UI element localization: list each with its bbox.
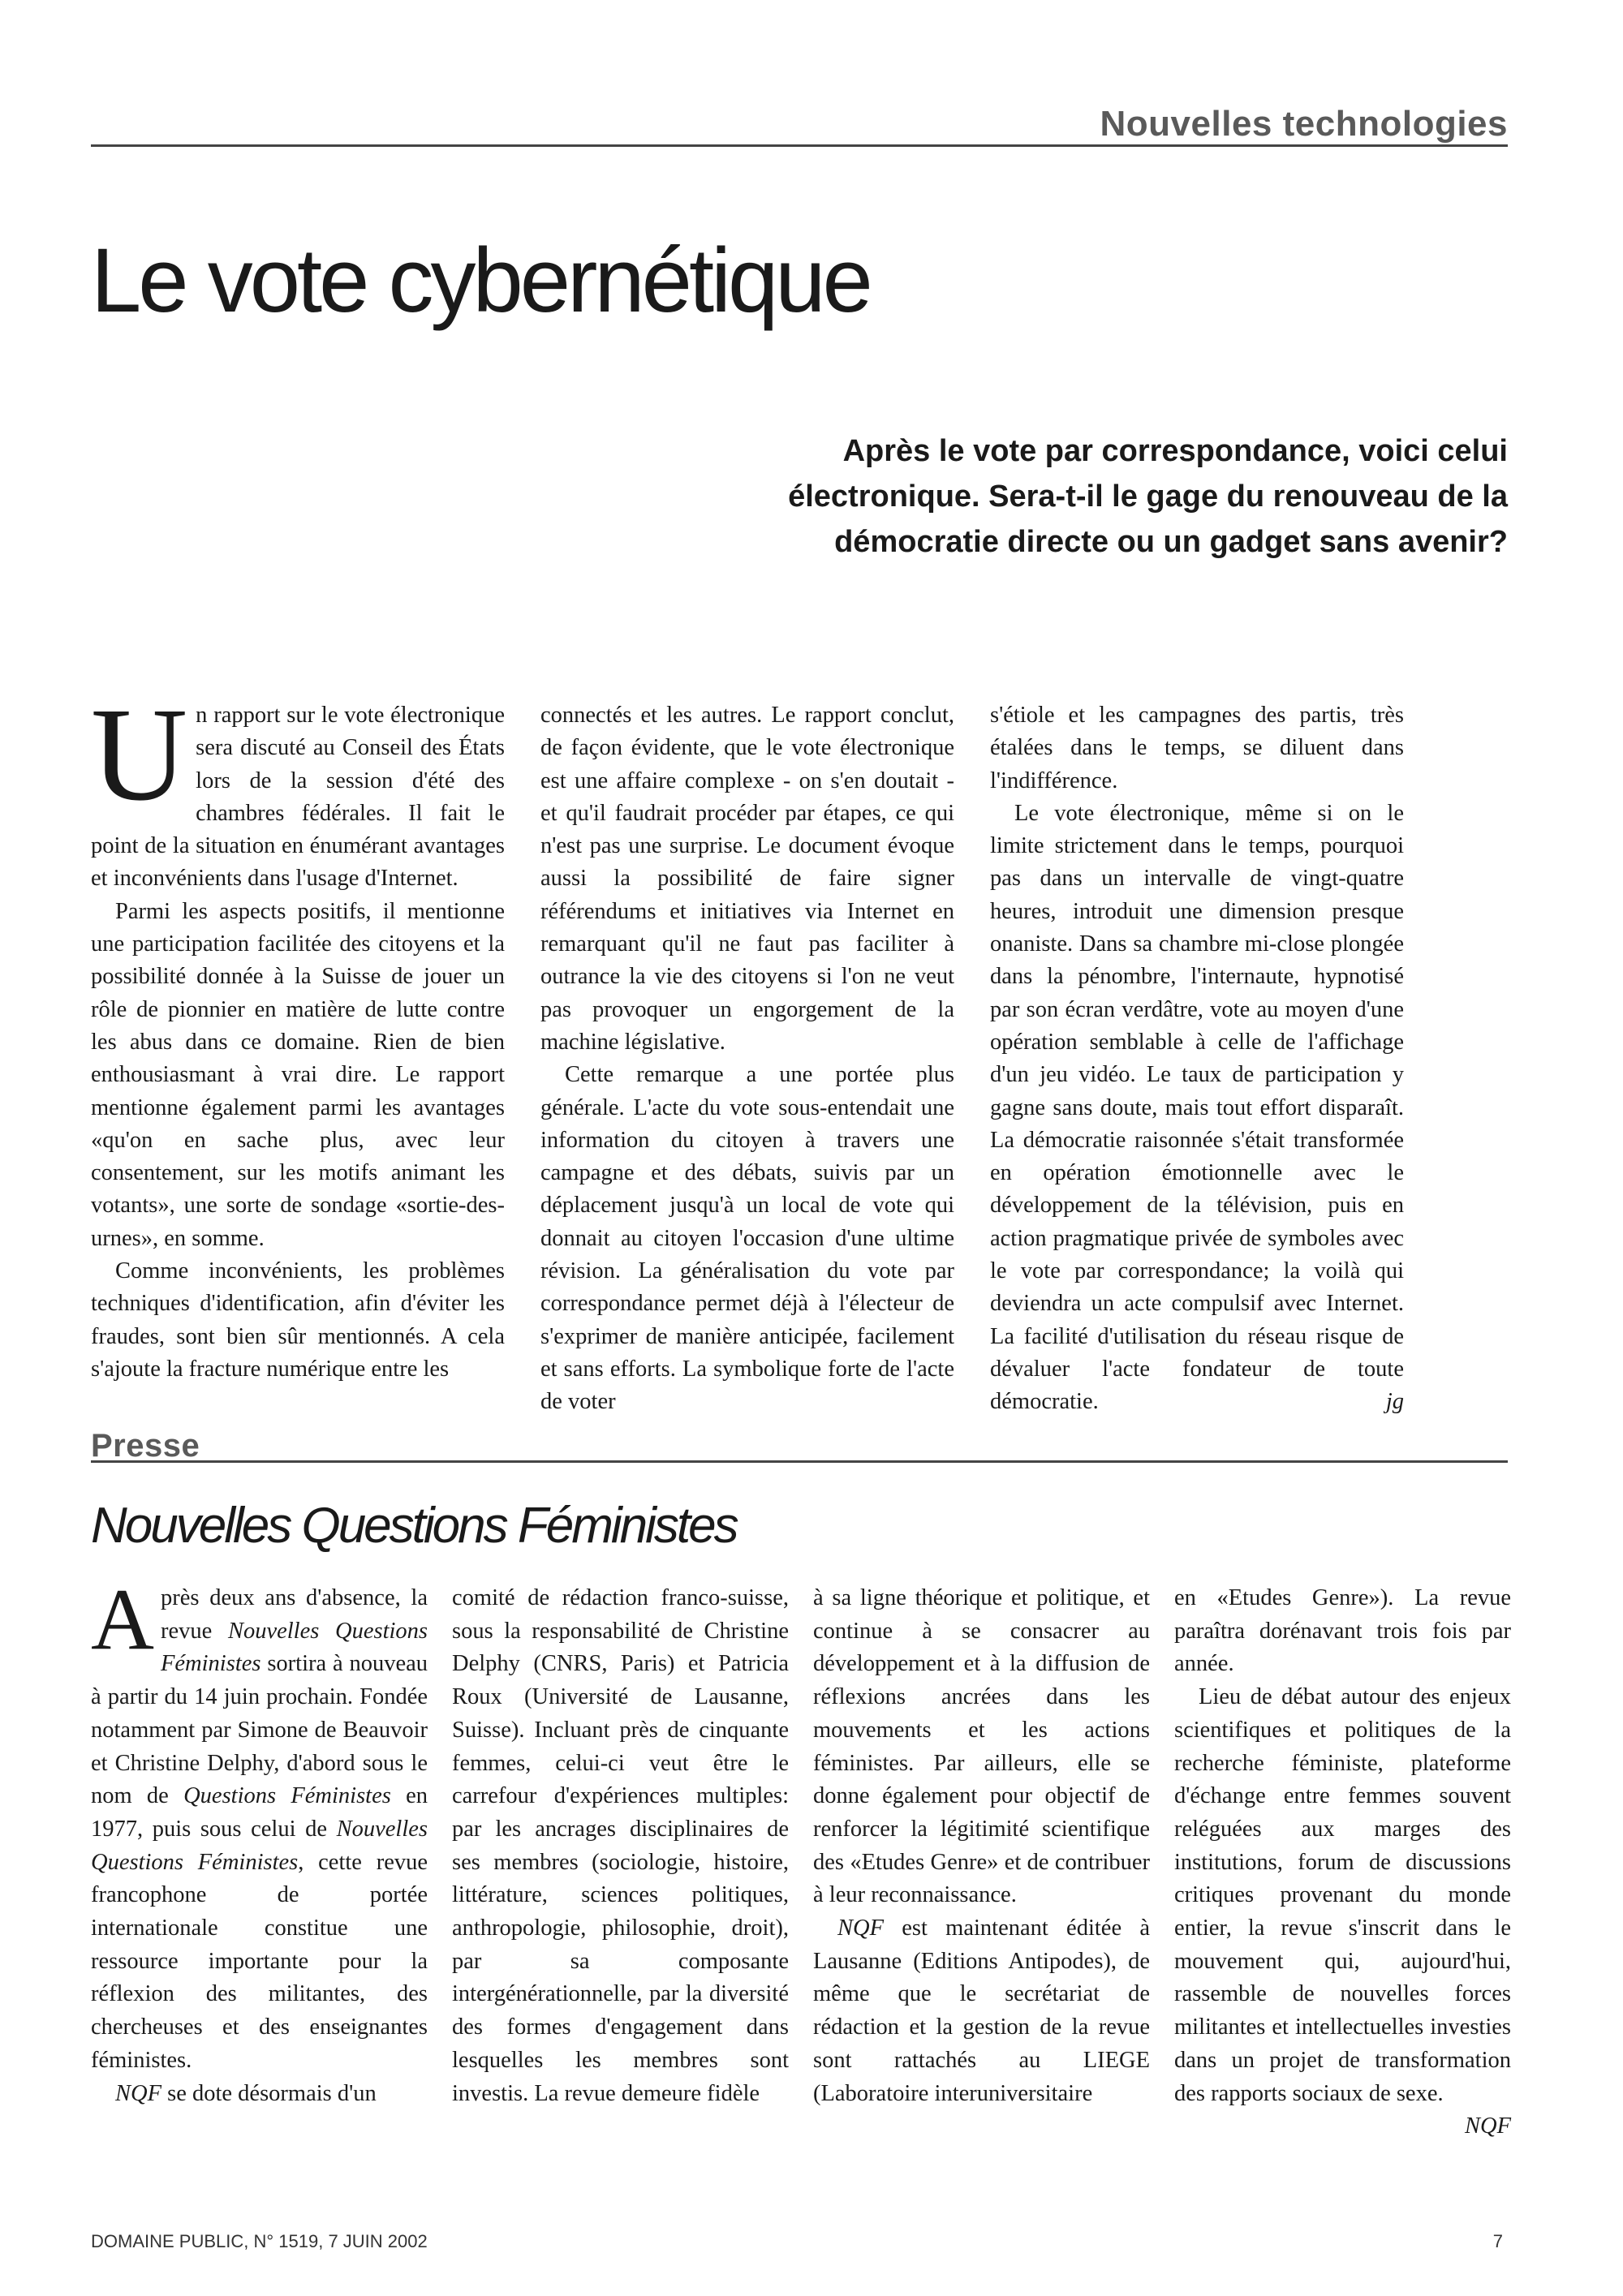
section-header-rule <box>91 144 1508 147</box>
paragraph: s'étiole et les campagnes des partis, très étalées dans le temps, se diluent dans l'indifférence. <box>990 703 1404 793</box>
paragraph: à sa ligne théorique et politique, et continue à se consacrer au développement et à la diffusion de réflexions ancrées dans les mouvements et les actions féministes. Par ailleurs, elle se donne également pour objectif de renforcer la légitimité scientifique des «Etudes Genre» et de contribuer à leur reconnaissance. <box>813 1585 1150 1908</box>
paragraph: Lieu de débat autour des enjeux scientifiques et politiques de la recherche féministe, plateforme d'échange entre femmes souvent reléguées aux marges des institutions, forum de discussions critiques provenant du monde entier, la revue s'inscrit dans le mouvement qui, aujourd'hui, rassemble de nouvelles forces militantes et intellectuelles investies dans un projet de transformation des rapports sociaux de sexe. NQF <box>1174 1681 1511 2110</box>
article-column-3 <box>990 699 1404 1419</box>
article-title-nqf: Nouvelles Questions Féministes <box>91 1498 737 1554</box>
paragraph: NQF se dote désormais d'un <box>115 2080 377 2106</box>
paragraph: Cette remarque a une portée plus générale. L'acte du vote sous-entendait une information du citoyen à travers une campagne et des débats, suivis par un déplacement jusqu'à un local de vote qui donnait au citoyen l'occasion d'une ultime révision. La généralisation du vote par correspondance permet déjà à l'électeur de s'exprimer de manière anticipée, facilement et sans efforts. La symbolique forte de l'acte de voter <box>540 1062 954 1415</box>
article-body-nqf <box>91 1572 1511 2143</box>
section-label-presse: Presse <box>91 1428 200 1464</box>
section-rule-presse <box>91 1460 1508 1463</box>
article-title: Le vote cybernétique <box>91 230 870 331</box>
article-column-4 <box>1174 1582 1511 2143</box>
drop-cap: A <box>91 1572 154 1668</box>
paragraph: Comme inconvénients, les problèmes techniques d'identification, afin d'éviter les fraudes, sont bien sûr mentionnés. A cela s'ajoute la fracture numérique entre les <box>91 1258 505 1382</box>
article-column-2 <box>452 1582 789 2143</box>
paragraph: Un rapport sur le vote électronique sera discuté au Conseil des États lors de la session d'été des chambres fédérales. Il fait le point de la situation en énumérant avantages et inconvénients dans l'usage d'Internet. <box>91 680 505 892</box>
author-signature: NQF <box>1465 2113 1511 2139</box>
author-signature: jg <box>1385 1389 1404 1415</box>
page-number: 7 <box>1492 2231 1503 2251</box>
article-column-1 <box>91 680 505 1419</box>
article-body <box>91 680 1404 1419</box>
article-deck: Après le vote par correspondance, voici celui électronique. Sera-t-il le gage du renouveau de la démocratie directe ou un gadget sans avenir? <box>788 434 1508 559</box>
drop-cap: U <box>91 680 188 828</box>
article-column-1 <box>91 1572 428 2143</box>
paragraph: Après deux ans d'absence, la revue Nouvelles Questions Féministes sortira à nouveau à partir du 14 juin prochain. Fondée notamment par Simone de Beauvoir et Christine Delphy, d'abord sous le nom de Questions Féministes en 1977, puis sous celui de Nouvelles Questions Féministes, cette revue francophone de portée internationale constitue une ressource importante pour la réflexion des militantes, des chercheuses et des enseignantes féministes. <box>91 1572 428 2073</box>
paragraph: comité de rédaction franco-suisse, sous la responsabilité de Christine Delphy (CNRS, Paris) et Patricia Roux (Université de Lausanne, Suisse). Incluant près de cinquante femmes, celui-ci veut être le carrefour d'expériences multiples: par les ancrages disciplinaires de ses membres (sociologie, histoire, littérature, sciences politiques, anthropologie, philosophie, droit), par sa composante intergénérationnelle, par la diversité des formes d'engagement dans lesquelles les membres sont investis. La revue demeure fidèle <box>452 1585 789 2106</box>
paragraph: en «Etudes Genre»). La revue paraîtra dorénavant trois fois par année. <box>1174 1585 1511 1677</box>
paragraph: Parmi les aspects positifs, il mentionne une participation facilitée des citoyens et la possibilité donnée à la Suisse de jouer un rôle de pionnier en matière de lutte contre les abus dans ce domaine. Rien de bien enthousiasmant à vrai dire. Le rapport mentionne également parmi les avantages «qu'on en sache plus, avec leur consentement, sur les motifs animant les votants», une sorte de sondage «sortie-des-urnes», en somme. <box>91 898 505 1251</box>
footer-publication: DOMAINE PUBLIC, N° 1519, 7 JUIN 2002 <box>91 2231 428 2251</box>
article-column-3 <box>813 1582 1150 2143</box>
article-column-2 <box>540 699 954 1419</box>
paragraph: connectés et les autres. Le rapport conclut, de façon évidente, que le vote électronique est une affaire complexe - on s'en doutait - et qu'il faudrait procéder par étapes, ce qui n'est pas une surprise. Le document évoque aussi la possibilité de faire signer référendums et initiatives via Internet en remarquant qu'il ne faut pas faciliter à outrance la vie des citoyens si l'on ne veut pas provoquer un engorgement de la machine législative. <box>540 703 954 1055</box>
paragraph: Le vote électronique, même si on le limite strictement dans le temps, pourquoi pas dans un intervalle de vingt-quatre heures, introduit une dimension presque onaniste. Dans sa chambre mi-close plongée dans la pénombre, l'internaute, hypnotisé par son écran verdâtre, vote au moyen d'une opération semblable à celle de l'affichage d'un jeu vidéo. Le taux de participation y gagne sans doute, mais tout effort disparaît. La démocratie raisonnée s'était transformée en opération émotionnelle avec le développement de la télévision, puis en action pragmatique privée de symboles avec le vote par correspondance; la voilà qui deviendra un acte compulsif avec Internet. La facilité d'utilisation du réseau risque de dévaluer l'acte fondateur de toute démocratie. jg <box>990 798 1404 1419</box>
paragraph: NQF est maintenant éditée à Lausanne (Editions Antipodes), de même que le secrétariat de rédaction et la gestion de la revue sont rattachés au LIEGE (Laboratoire interuniversitaire <box>813 1915 1150 2106</box>
section-header-title: Nouvelles technologies <box>1100 104 1508 144</box>
